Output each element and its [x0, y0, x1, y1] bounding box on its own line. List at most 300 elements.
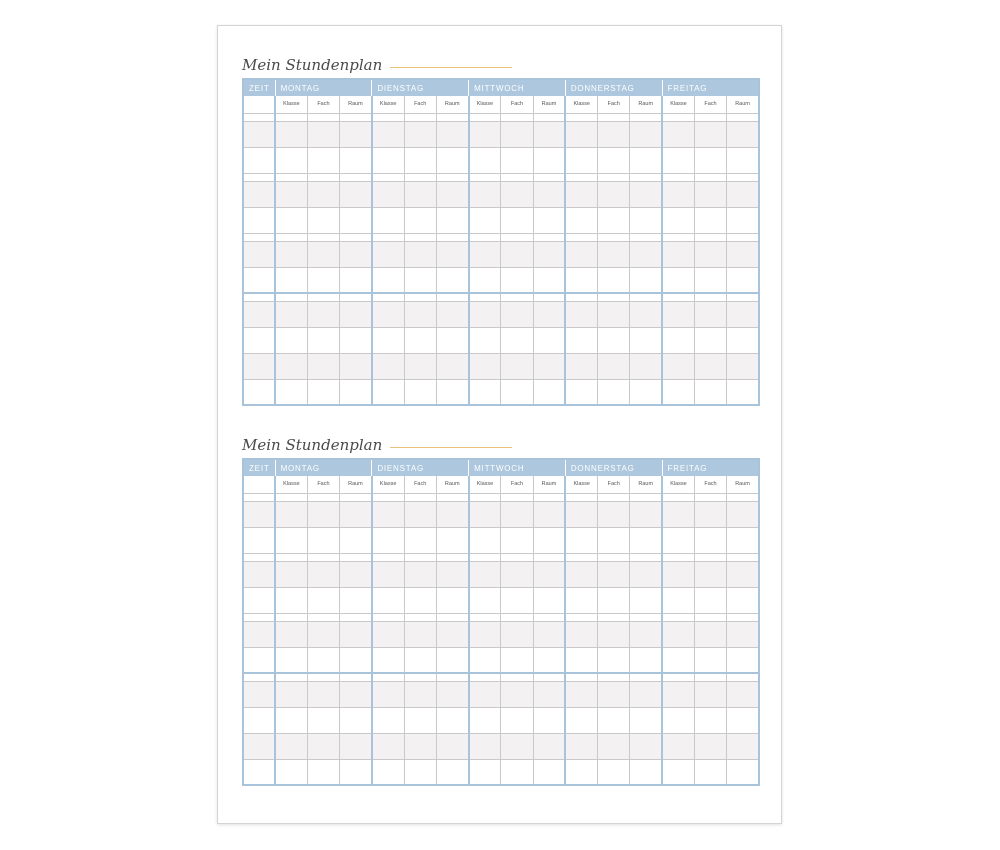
timetable-cell[interactable]: [727, 181, 759, 207]
timetable-cell[interactable]: [694, 327, 726, 353]
timetable-cell[interactable]: [372, 147, 404, 173]
timetable-cell[interactable]: [694, 707, 726, 733]
timetable-cell[interactable]: [469, 267, 501, 293]
timetable-cell[interactable]: [727, 327, 759, 353]
timetable-cell[interactable]: [436, 379, 468, 405]
zeit-cell[interactable]: [243, 681, 275, 707]
timetable-cell[interactable]: [727, 301, 759, 327]
timetable-cell[interactable]: [630, 181, 662, 207]
timetable-cell[interactable]: [565, 353, 597, 379]
timetable-cell[interactable]: [662, 181, 694, 207]
timetable-cell[interactable]: [501, 759, 533, 785]
timetable-cell[interactable]: [436, 327, 468, 353]
timetable-cell[interactable]: [404, 353, 436, 379]
zeit-cell[interactable]: [243, 733, 275, 759]
timetable-cell[interactable]: [727, 681, 759, 707]
timetable-cell[interactable]: [340, 267, 372, 293]
timetable-cell[interactable]: [436, 181, 468, 207]
timetable-cell[interactable]: [404, 241, 436, 267]
timetable-cell[interactable]: [404, 207, 436, 233]
timetable-cell[interactable]: [372, 647, 404, 673]
timetable-cell[interactable]: [598, 733, 630, 759]
timetable-cell[interactable]: [436, 561, 468, 587]
timetable-cell[interactable]: [275, 353, 307, 379]
timetable-cell[interactable]: [404, 379, 436, 405]
timetable-cell[interactable]: [275, 301, 307, 327]
timetable-cell[interactable]: [501, 561, 533, 587]
timetable-cell[interactable]: [727, 561, 759, 587]
zeit-cell[interactable]: [243, 759, 275, 785]
timetable-cell[interactable]: [533, 267, 565, 293]
timetable-cell[interactable]: [662, 301, 694, 327]
timetable-cell[interactable]: [694, 733, 726, 759]
timetable-cell[interactable]: [727, 759, 759, 785]
timetable-cell[interactable]: [307, 587, 339, 613]
timetable-cell[interactable]: [404, 121, 436, 147]
timetable-cell[interactable]: [340, 241, 372, 267]
timetable-cell[interactable]: [436, 527, 468, 553]
timetable-cell[interactable]: [533, 647, 565, 673]
timetable-cell[interactable]: [372, 379, 404, 405]
timetable-cell[interactable]: [340, 181, 372, 207]
timetable-cell[interactable]: [727, 501, 759, 527]
zeit-cell[interactable]: [243, 301, 275, 327]
timetable-cell[interactable]: [275, 527, 307, 553]
timetable-cell[interactable]: [275, 759, 307, 785]
timetable-cell[interactable]: [565, 733, 597, 759]
timetable-cell[interactable]: [694, 759, 726, 785]
timetable-cell[interactable]: [694, 621, 726, 647]
timetable-cell[interactable]: [694, 561, 726, 587]
timetable-cell[interactable]: [662, 267, 694, 293]
timetable-cell[interactable]: [275, 181, 307, 207]
timetable-cell[interactable]: [469, 241, 501, 267]
timetable-cell[interactable]: [436, 207, 468, 233]
timetable-cell[interactable]: [275, 681, 307, 707]
timetable-cell[interactable]: [598, 621, 630, 647]
timetable-cell[interactable]: [662, 327, 694, 353]
timetable-cell[interactable]: [565, 527, 597, 553]
timetable-cell[interactable]: [565, 267, 597, 293]
timetable-cell[interactable]: [533, 147, 565, 173]
timetable-cell[interactable]: [275, 621, 307, 647]
timetable-cell[interactable]: [340, 527, 372, 553]
timetable-cell[interactable]: [630, 301, 662, 327]
timetable-cell[interactable]: [598, 241, 630, 267]
timetable-cell[interactable]: [727, 207, 759, 233]
timetable-cell[interactable]: [727, 121, 759, 147]
timetable-cell[interactable]: [372, 267, 404, 293]
timetable-cell[interactable]: [662, 527, 694, 553]
timetable-cell[interactable]: [469, 587, 501, 613]
timetable-cell[interactable]: [275, 121, 307, 147]
timetable-cell[interactable]: [436, 147, 468, 173]
timetable-cell[interactable]: [307, 301, 339, 327]
timetable-cell[interactable]: [436, 647, 468, 673]
timetable-cell[interactable]: [469, 681, 501, 707]
timetable-cell[interactable]: [533, 621, 565, 647]
timetable-cell[interactable]: [501, 241, 533, 267]
timetable-cell[interactable]: [307, 527, 339, 553]
timetable-cell[interactable]: [565, 207, 597, 233]
timetable-cell[interactable]: [372, 241, 404, 267]
timetable-cell[interactable]: [307, 207, 339, 233]
timetable-cell[interactable]: [630, 587, 662, 613]
timetable-cell[interactable]: [340, 327, 372, 353]
timetable-cell[interactable]: [662, 207, 694, 233]
timetable-cell[interactable]: [533, 501, 565, 527]
timetable-cell[interactable]: [598, 707, 630, 733]
timetable-cell[interactable]: [436, 759, 468, 785]
timetable-cell[interactable]: [565, 621, 597, 647]
timetable-cell[interactable]: [404, 267, 436, 293]
timetable-cell[interactable]: [694, 267, 726, 293]
timetable-cell[interactable]: [372, 301, 404, 327]
timetable-cell[interactable]: [340, 733, 372, 759]
timetable-cell[interactable]: [469, 707, 501, 733]
timetable-cell[interactable]: [727, 379, 759, 405]
timetable-cell[interactable]: [501, 621, 533, 647]
timetable-cell[interactable]: [694, 207, 726, 233]
timetable-cell[interactable]: [501, 501, 533, 527]
timetable-cell[interactable]: [404, 301, 436, 327]
timetable-cell[interactable]: [630, 121, 662, 147]
timetable-cell[interactable]: [533, 733, 565, 759]
timetable-cell[interactable]: [404, 147, 436, 173]
zeit-cell[interactable]: [243, 707, 275, 733]
timetable-cell[interactable]: [436, 301, 468, 327]
timetable-cell[interactable]: [727, 527, 759, 553]
timetable-cell[interactable]: [565, 587, 597, 613]
timetable-cell[interactable]: [662, 621, 694, 647]
timetable-cell[interactable]: [404, 501, 436, 527]
timetable-cell[interactable]: [694, 301, 726, 327]
timetable-cell[interactable]: [340, 121, 372, 147]
timetable-cell[interactable]: [694, 501, 726, 527]
zeit-cell[interactable]: [243, 501, 275, 527]
timetable-cell[interactable]: [307, 379, 339, 405]
zeit-cell[interactable]: [243, 647, 275, 673]
timetable-cell[interactable]: [662, 121, 694, 147]
timetable-cell[interactable]: [307, 707, 339, 733]
timetable-cell[interactable]: [662, 681, 694, 707]
timetable-cell[interactable]: [630, 207, 662, 233]
timetable-cell[interactable]: [275, 501, 307, 527]
timetable-cell[interactable]: [469, 561, 501, 587]
timetable-cell[interactable]: [565, 327, 597, 353]
timetable-cell[interactable]: [340, 647, 372, 673]
timetable-cell[interactable]: [436, 733, 468, 759]
timetable-cell[interactable]: [565, 501, 597, 527]
timetable-cell[interactable]: [694, 241, 726, 267]
timetable-cell[interactable]: [404, 733, 436, 759]
timetable-cell[interactable]: [372, 681, 404, 707]
timetable-cell[interactable]: [436, 587, 468, 613]
timetable-cell[interactable]: [372, 561, 404, 587]
timetable-cell[interactable]: [662, 353, 694, 379]
timetable-cell[interactable]: [565, 561, 597, 587]
timetable-cell[interactable]: [598, 379, 630, 405]
timetable-cell[interactable]: [436, 121, 468, 147]
timetable-cell[interactable]: [727, 587, 759, 613]
timetable-cell[interactable]: [404, 621, 436, 647]
timetable-cell[interactable]: [307, 647, 339, 673]
zeit-cell[interactable]: [243, 241, 275, 267]
timetable-cell[interactable]: [501, 353, 533, 379]
timetable-cell[interactable]: [630, 681, 662, 707]
timetable-cell[interactable]: [275, 327, 307, 353]
timetable-cell[interactable]: [630, 501, 662, 527]
timetable-cell[interactable]: [630, 759, 662, 785]
zeit-cell[interactable]: [243, 379, 275, 405]
timetable-cell[interactable]: [598, 327, 630, 353]
timetable-cell[interactable]: [404, 707, 436, 733]
zeit-cell[interactable]: [243, 621, 275, 647]
timetable-cell[interactable]: [630, 647, 662, 673]
timetable-cell[interactable]: [307, 353, 339, 379]
timetable-cell[interactable]: [404, 647, 436, 673]
timetable-cell[interactable]: [436, 267, 468, 293]
timetable-cell[interactable]: [275, 207, 307, 233]
timetable-cell[interactable]: [565, 759, 597, 785]
zeit-cell[interactable]: [243, 147, 275, 173]
timetable-cell[interactable]: [533, 681, 565, 707]
timetable-cell[interactable]: [565, 121, 597, 147]
timetable-cell[interactable]: [694, 181, 726, 207]
timetable-cell[interactable]: [275, 241, 307, 267]
timetable-cell[interactable]: [662, 561, 694, 587]
timetable-cell[interactable]: [598, 759, 630, 785]
timetable-cell[interactable]: [694, 353, 726, 379]
timetable-cell[interactable]: [307, 561, 339, 587]
timetable-cell[interactable]: [469, 647, 501, 673]
timetable-cell[interactable]: [662, 147, 694, 173]
timetable-cell[interactable]: [533, 181, 565, 207]
zeit-cell[interactable]: [243, 121, 275, 147]
timetable-cell[interactable]: [372, 181, 404, 207]
zeit-cell[interactable]: [243, 527, 275, 553]
timetable-cell[interactable]: [565, 681, 597, 707]
timetable-cell[interactable]: [436, 621, 468, 647]
timetable-cell[interactable]: [469, 301, 501, 327]
timetable-cell[interactable]: [533, 587, 565, 613]
timetable-cell[interactable]: [565, 707, 597, 733]
timetable-cell[interactable]: [372, 207, 404, 233]
timetable-cell[interactable]: [533, 207, 565, 233]
timetable-cell[interactable]: [372, 733, 404, 759]
timetable-cell[interactable]: [307, 621, 339, 647]
timetable-cell[interactable]: [694, 647, 726, 673]
timetable-cell[interactable]: [501, 647, 533, 673]
timetable-cell[interactable]: [662, 241, 694, 267]
zeit-cell[interactable]: [243, 181, 275, 207]
timetable-cell[interactable]: [501, 527, 533, 553]
timetable-cell[interactable]: [662, 759, 694, 785]
timetable-cell[interactable]: [630, 241, 662, 267]
timetable-cell[interactable]: [372, 621, 404, 647]
timetable-cell[interactable]: [598, 527, 630, 553]
timetable-cell[interactable]: [469, 207, 501, 233]
timetable-cell[interactable]: [275, 561, 307, 587]
timetable-cell[interactable]: [533, 379, 565, 405]
timetable-cell[interactable]: [340, 759, 372, 785]
timetable-cell[interactable]: [533, 241, 565, 267]
timetable-cell[interactable]: [307, 733, 339, 759]
timetable-cell[interactable]: [598, 301, 630, 327]
timetable-cell[interactable]: [340, 707, 372, 733]
timetable-cell[interactable]: [469, 759, 501, 785]
timetable-cell[interactable]: [436, 501, 468, 527]
timetable-cell[interactable]: [372, 587, 404, 613]
timetable-cell[interactable]: [436, 241, 468, 267]
timetable-cell[interactable]: [630, 379, 662, 405]
timetable-cell[interactable]: [565, 301, 597, 327]
timetable-cell[interactable]: [533, 707, 565, 733]
timetable-cell[interactable]: [727, 621, 759, 647]
timetable-cell[interactable]: [469, 527, 501, 553]
timetable-cell[interactable]: [340, 501, 372, 527]
timetable-cell[interactable]: [598, 267, 630, 293]
timetable-cell[interactable]: [469, 733, 501, 759]
timetable-cell[interactable]: [501, 207, 533, 233]
timetable-cell[interactable]: [307, 241, 339, 267]
timetable-cell[interactable]: [662, 647, 694, 673]
timetable-cell[interactable]: [598, 353, 630, 379]
timetable-cell[interactable]: [694, 147, 726, 173]
timetable-cell[interactable]: [501, 733, 533, 759]
timetable-cell[interactable]: [727, 241, 759, 267]
timetable-cell[interactable]: [694, 121, 726, 147]
timetable-cell[interactable]: [307, 267, 339, 293]
timetable-cell[interactable]: [662, 379, 694, 405]
timetable-cell[interactable]: [404, 527, 436, 553]
timetable-cell[interactable]: [533, 327, 565, 353]
timetable-cell[interactable]: [307, 147, 339, 173]
timetable-cell[interactable]: [340, 147, 372, 173]
timetable-cell[interactable]: [436, 353, 468, 379]
timetable-cell[interactable]: [501, 121, 533, 147]
timetable-cell[interactable]: [630, 267, 662, 293]
timetable-cell[interactable]: [436, 707, 468, 733]
timetable-cell[interactable]: [727, 647, 759, 673]
timetable-cell[interactable]: [630, 527, 662, 553]
timetable-cell[interactable]: [727, 733, 759, 759]
timetable-cell[interactable]: [469, 327, 501, 353]
zeit-cell[interactable]: [243, 327, 275, 353]
timetable-cell[interactable]: [598, 647, 630, 673]
timetable-cell[interactable]: [436, 681, 468, 707]
timetable-cell[interactable]: [340, 353, 372, 379]
timetable-cell[interactable]: [501, 587, 533, 613]
timetable-cell[interactable]: [501, 147, 533, 173]
timetable-cell[interactable]: [469, 379, 501, 405]
zeit-cell[interactable]: [243, 267, 275, 293]
timetable-cell[interactable]: [469, 353, 501, 379]
timetable-cell[interactable]: [275, 267, 307, 293]
timetable-cell[interactable]: [630, 327, 662, 353]
timetable-cell[interactable]: [694, 379, 726, 405]
timetable-cell[interactable]: [275, 379, 307, 405]
timetable-cell[interactable]: [372, 327, 404, 353]
timetable-cell[interactable]: [598, 501, 630, 527]
timetable-cell[interactable]: [565, 147, 597, 173]
timetable-cell[interactable]: [598, 561, 630, 587]
timetable-cell[interactable]: [372, 121, 404, 147]
timetable-cell[interactable]: [307, 121, 339, 147]
timetable-cell[interactable]: [598, 587, 630, 613]
timetable-cell[interactable]: [501, 301, 533, 327]
timetable-cell[interactable]: [565, 647, 597, 673]
timetable-cell[interactable]: [727, 353, 759, 379]
timetable-cell[interactable]: [275, 147, 307, 173]
timetable-cell[interactable]: [598, 147, 630, 173]
timetable-cell[interactable]: [372, 353, 404, 379]
timetable-cell[interactable]: [340, 587, 372, 613]
timetable-cell[interactable]: [307, 327, 339, 353]
timetable-cell[interactable]: [372, 707, 404, 733]
timetable-cell[interactable]: [662, 587, 694, 613]
timetable-cell[interactable]: [533, 561, 565, 587]
timetable-cell[interactable]: [598, 121, 630, 147]
timetable-cell[interactable]: [598, 207, 630, 233]
timetable-cell[interactable]: [469, 501, 501, 527]
timetable-cell[interactable]: [662, 501, 694, 527]
timetable-cell[interactable]: [469, 181, 501, 207]
timetable-cell[interactable]: [501, 327, 533, 353]
timetable-cell[interactable]: [533, 121, 565, 147]
timetable-cell[interactable]: [533, 301, 565, 327]
timetable-cell[interactable]: [307, 501, 339, 527]
zeit-cell[interactable]: [243, 561, 275, 587]
timetable-cell[interactable]: [404, 587, 436, 613]
timetable-cell[interactable]: [469, 621, 501, 647]
timetable-cell[interactable]: [372, 501, 404, 527]
timetable-cell[interactable]: [533, 353, 565, 379]
timetable-cell[interactable]: [630, 733, 662, 759]
timetable-cell[interactable]: [501, 707, 533, 733]
timetable-cell[interactable]: [340, 621, 372, 647]
timetable-cell[interactable]: [565, 379, 597, 405]
timetable-cell[interactable]: [533, 527, 565, 553]
timetable-cell[interactable]: [340, 379, 372, 405]
timetable-cell[interactable]: [565, 241, 597, 267]
timetable-cell[interactable]: [598, 181, 630, 207]
timetable-cell[interactable]: [307, 759, 339, 785]
timetable-cell[interactable]: [501, 379, 533, 405]
timetable-cell[interactable]: [501, 181, 533, 207]
timetable-cell[interactable]: [307, 181, 339, 207]
timetable-cell[interactable]: [662, 733, 694, 759]
timetable-cell[interactable]: [404, 759, 436, 785]
timetable-cell[interactable]: [598, 681, 630, 707]
timetable-cell[interactable]: [469, 147, 501, 173]
timetable-cell[interactable]: [307, 681, 339, 707]
timetable-cell[interactable]: [501, 267, 533, 293]
zeit-cell[interactable]: [243, 587, 275, 613]
timetable-cell[interactable]: [275, 647, 307, 673]
timetable-cell[interactable]: [275, 733, 307, 759]
timetable-cell[interactable]: [340, 207, 372, 233]
timetable-cell[interactable]: [565, 181, 597, 207]
timetable-cell[interactable]: [340, 301, 372, 327]
timetable-cell[interactable]: [372, 759, 404, 785]
timetable-cell[interactable]: [340, 681, 372, 707]
timetable-cell[interactable]: [404, 561, 436, 587]
timetable-cell[interactable]: [340, 561, 372, 587]
timetable-cell[interactable]: [275, 707, 307, 733]
timetable-cell[interactable]: [630, 621, 662, 647]
timetable-cell[interactable]: [694, 681, 726, 707]
